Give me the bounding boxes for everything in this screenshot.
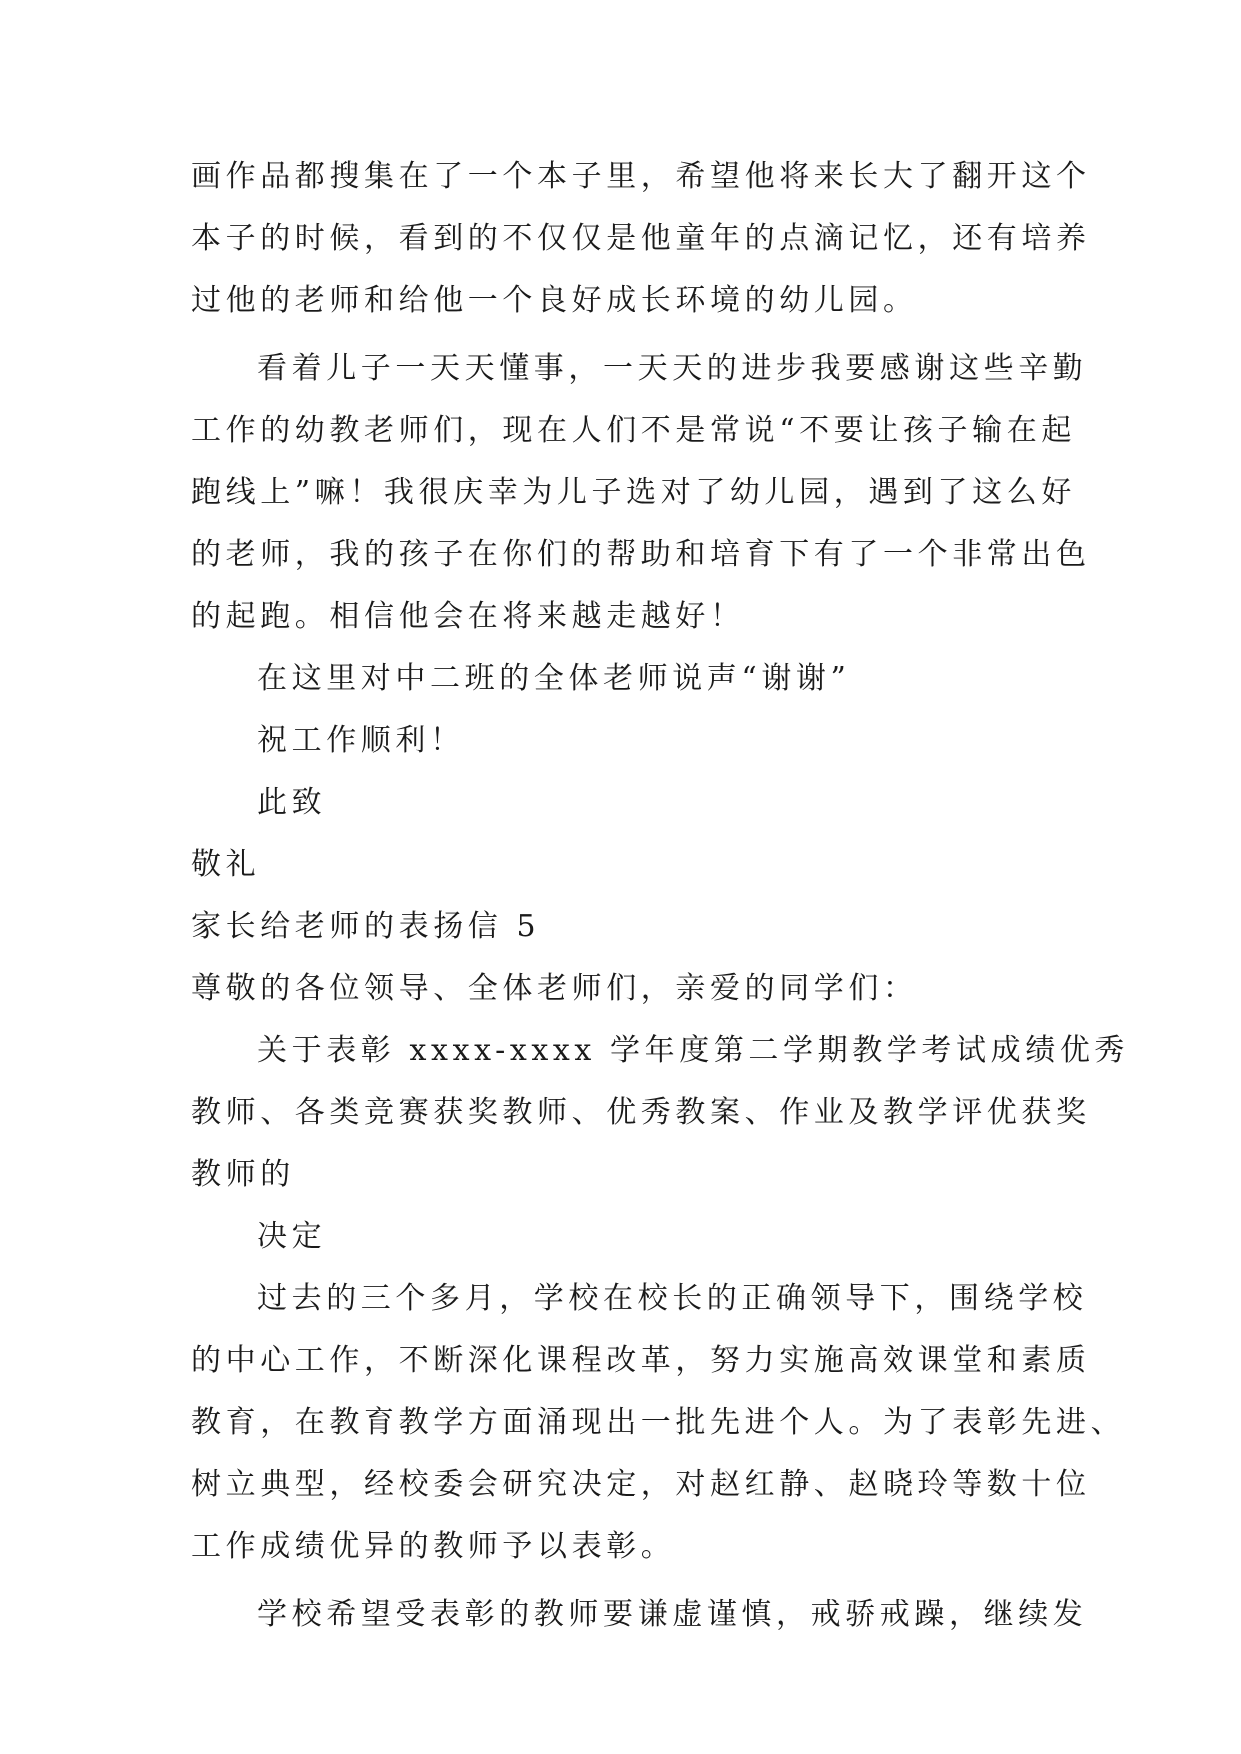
paragraph-line: 教育，在教育教学方面涌现出一批先进个人。为了表彰先进、 <box>191 1405 1126 1440</box>
salutation-line: 敬礼 <box>191 847 261 882</box>
section-title: 家长给老师的表扬信 5 <box>191 909 541 944</box>
document-page <box>191 159 1130 1662</box>
paragraph-line: 工作成绩优异的教师予以表彰。 <box>191 1529 676 1564</box>
paragraph-line: 工作的幼教老师们，现在人们不是常说“不要让孩子输在起 <box>191 413 1076 448</box>
paragraph-line: 学校希望受表彰的教师要谦虚谨慎，戒骄戒躁，继续发 <box>257 1597 1088 1632</box>
paragraph-line: 决定 <box>257 1219 327 1254</box>
paragraph-line: 本子的时候，看到的不仅仅是他童年的点滴记忆，还有培养 <box>191 221 1091 256</box>
paragraph-line: 画作品都搜集在了一个本子里，希望他将来长大了翻开这个 <box>191 159 1091 194</box>
paragraph-line: 的起跑。相信他会在将来越走越好！ <box>191 599 745 634</box>
paragraph-line: 的中心工作，不断深化课程改革，努力实施高效课堂和素质 <box>191 1343 1091 1378</box>
paragraph-line: 教师的 <box>191 1157 295 1192</box>
greeting-line: 尊敬的各位领导、全体老师们，亲爱的同学们： <box>191 971 918 1006</box>
closing-line: 此致 <box>257 785 327 820</box>
wish-line: 祝工作顺利！ <box>257 723 465 758</box>
thanks-line: 在这里对中二班的全体老师说声“谢谢” <box>257 661 851 696</box>
paragraph-line: 的老师，我的孩子在你们的帮助和培育下有了一个非常出色 <box>191 537 1091 572</box>
paragraph-line: 教师、各类竞赛获奖教师、优秀教案、作业及教学评优获奖 <box>191 1095 1091 1130</box>
paragraph-line: 树立典型，经校委会研究决定，对赵红静、赵晓玲等数十位 <box>191 1467 1091 1502</box>
paragraph-line: 跑线上”嘛！我很庆幸为儿子选对了幼儿园，遇到了这么好 <box>191 475 1076 510</box>
paragraph-line: 过他的老师和给他一个良好成长环境的幼儿园。 <box>191 283 918 318</box>
paragraph-line: 过去的三个多月，学校在校长的正确领导下，围绕学校 <box>257 1281 1088 1316</box>
paragraph-line: 关于表彰 xxxx-xxxx 学年度第二学期教学考试成绩优秀 <box>257 1033 1130 1068</box>
paragraph-line: 看着儿子一天天懂事，一天天的进步我要感谢这些辛勤 <box>257 351 1088 386</box>
